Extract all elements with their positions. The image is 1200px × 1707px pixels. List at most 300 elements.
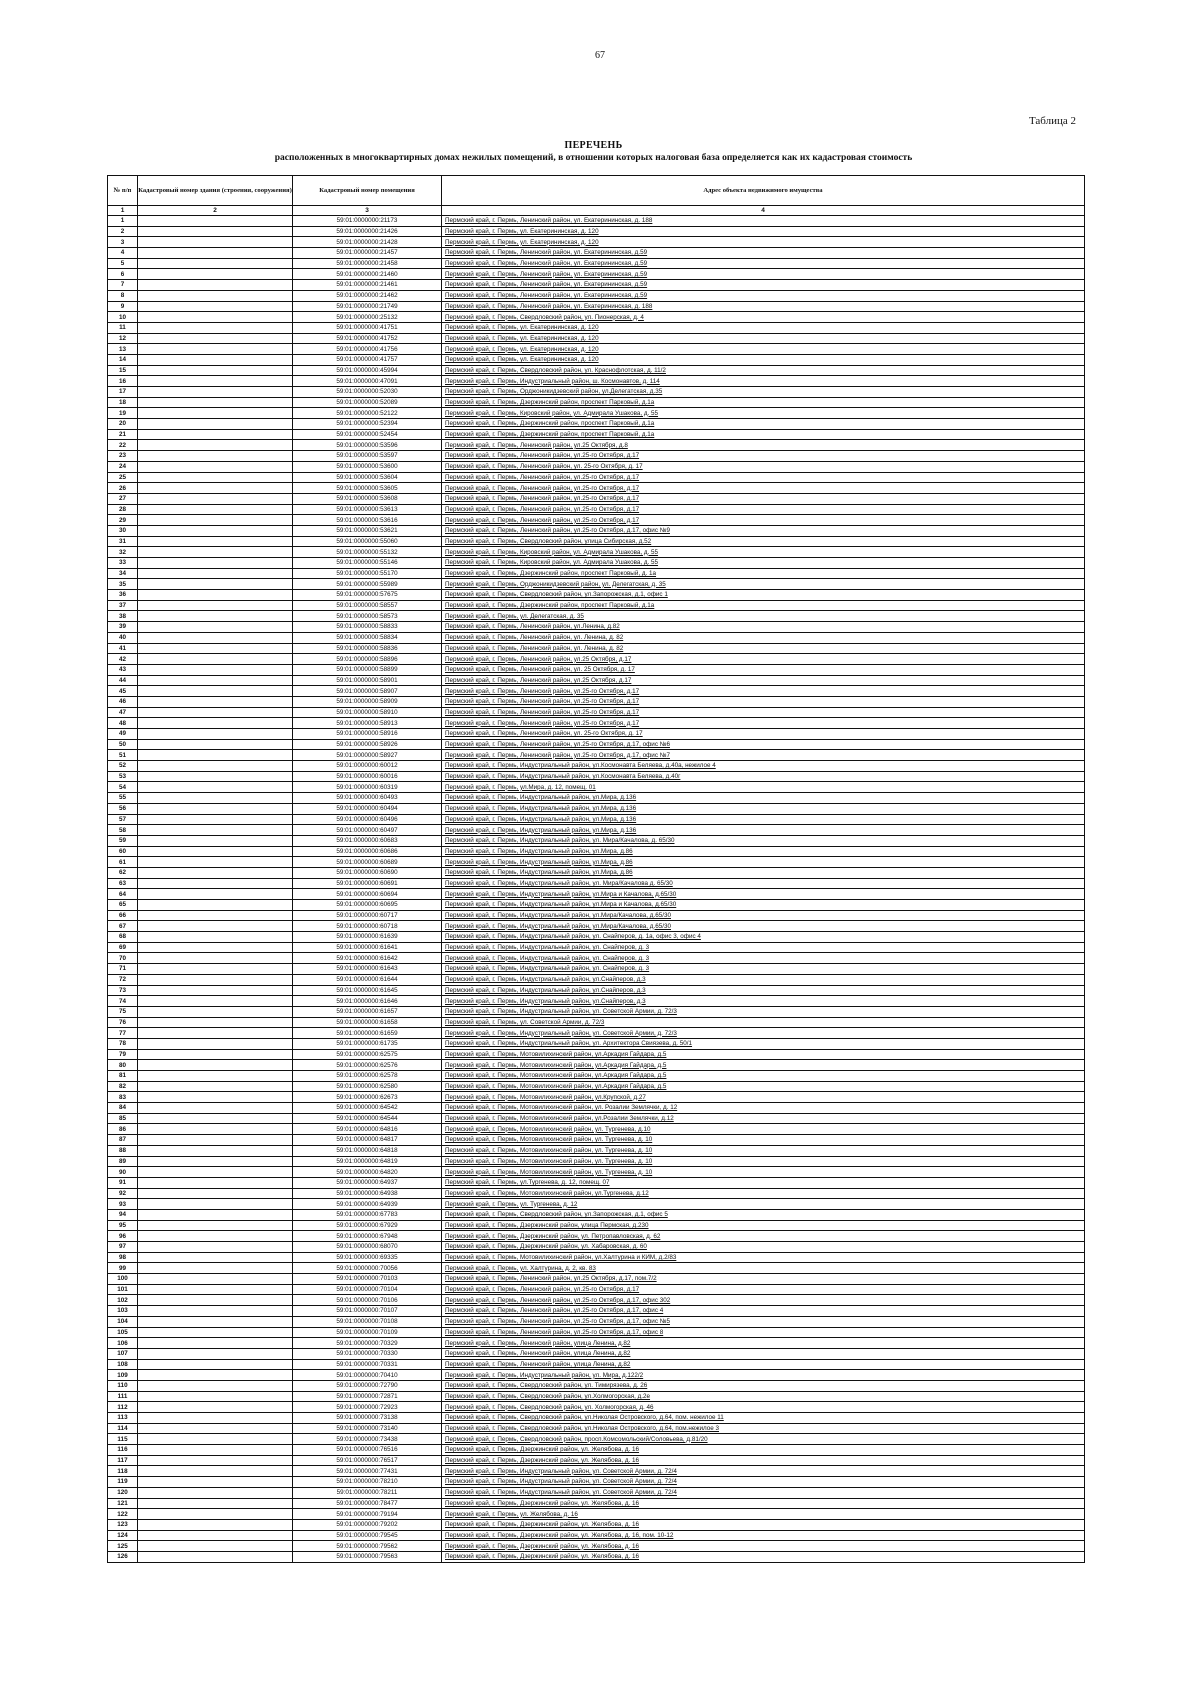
row-index-cell: 74 [108,996,138,1007]
building-cadastral-cell [138,611,293,622]
row-index-cell: 14 [108,354,138,365]
table-row [108,237,1085,248]
building-cadastral-cell [138,547,293,558]
row-index-cell: 62 [108,867,138,878]
address-cell: Пермский край, г. Пермь, Ленинский район, ул.25-го Октября, д.17 [442,483,1085,494]
col-number-2: 2 [138,206,293,216]
room-cadastral-cell: 59:01:0000000:61643 [293,964,442,975]
table-row [108,354,1085,365]
room-cadastral-cell: 59:01:0000000:73438 [293,1434,442,1445]
row-index-cell: 19 [108,408,138,419]
table-row [108,1327,1085,1338]
table-row [108,1220,1085,1231]
address-cell: Пермский край, г. Пермь, Ленинский район, ул.Ленина, д.82 [442,622,1085,633]
room-cadastral-cell: 59:01:0000000:60695 [293,900,442,911]
table-row [108,1124,1085,1135]
building-cadastral-cell [138,643,293,654]
row-index-cell: 120 [108,1487,138,1498]
building-cadastral-cell [138,1274,293,1285]
table-row [108,1274,1085,1285]
room-cadastral-cell: 59:01:0000000:70329 [293,1338,442,1349]
address-cell: Пермский край, г. Пермь, Ленинский район, ул.25-го Октября, д.17, офис 8 [442,1327,1085,1338]
building-cadastral-cell [138,996,293,1007]
room-cadastral-cell: 59:01:0000000:60690 [293,867,442,878]
address-cell: Пермский край, г. Пермь, ул. Екатерининская, д. 120 [442,322,1085,333]
building-cadastral-cell [138,590,293,601]
address-cell: Пермский край, г. Пермь, Индустриальный район, ул.Мира, д.136 [442,825,1085,836]
building-cadastral-cell [138,739,293,750]
address-cell: Пермский край, г. Пермь, Свердловский район, ул.Холмогорская, д.2е [442,1391,1085,1402]
row-index-cell: 64 [108,889,138,900]
address-cell: Пермский край, г. Пермь, Индустриальный район, ул.Космонавта Беляева, д.40а, нежилое 4 [442,761,1085,772]
table-row [108,568,1085,579]
table-row [108,1156,1085,1167]
table-row [108,750,1085,761]
address-cell: Пермский край, г. Пермь, Дзержинский район, проспект Парковый, д.1а [442,600,1085,611]
address-cell: Пермский край, г. Пермь, Индустриальный район, ул. Архитектора Свиязева, д. 50/1 [442,1038,1085,1049]
room-cadastral-cell: 59:01:0000000:58909 [293,696,442,707]
table-row [108,889,1085,900]
building-cadastral-cell [138,472,293,483]
table-row [108,1519,1085,1530]
table-row [108,739,1085,750]
table-row [108,1477,1085,1488]
building-cadastral-cell [138,461,293,472]
row-index-cell: 45 [108,686,138,697]
table-row [108,312,1085,323]
room-cadastral-cell: 59:01:0000000:78477 [293,1498,442,1509]
table-caption: Таблица 2 [1028,115,1076,127]
address-cell: Пермский край, г. Пермь, ул. Екатерининская, д. 120 [442,237,1085,248]
room-cadastral-cell: 59:01:0000000:41752 [293,333,442,344]
room-cadastral-cell: 59:01:0000000:52030 [293,387,442,398]
building-cadastral-cell [138,1423,293,1434]
table-row [108,590,1085,601]
room-cadastral-cell: 59:01:0000000:41751 [293,322,442,333]
table-row [108,1391,1085,1402]
room-cadastral-cell: 59:01:0000000:47091 [293,376,442,387]
building-cadastral-cell [138,1199,293,1210]
room-cadastral-cell: 59:01:0000000:72790 [293,1380,442,1391]
address-cell: Пермский край, г. Пермь, Ленинский район, ул.25-го Октября, д.17 [442,718,1085,729]
building-cadastral-cell [138,942,293,953]
table-row [108,1263,1085,1274]
address-cell: Пермский край, г. Пермь, Дзержинский район, ул. Хабаровская, д. 60 [442,1242,1085,1253]
address-cell: Пермский край, г. Пермь, Мотовилихинский район, ул.Аркадия Гайдара, д.5 [442,1071,1085,1082]
address-cell: Пермский край, г. Пермь, Ленинский район, ул.25 Октября, д.17 [442,675,1085,686]
row-index-cell: 71 [108,964,138,975]
row-index-cell: 48 [108,718,138,729]
room-cadastral-cell: 59:01:0000000:64817 [293,1135,442,1146]
room-cadastral-cell: 59:01:0000000:61735 [293,1038,442,1049]
building-cadastral-cell [138,1391,293,1402]
table-row [108,857,1085,868]
row-index-cell: 51 [108,750,138,761]
row-index-cell: 1 [108,216,138,227]
room-cadastral-cell: 59:01:0000000:64938 [293,1188,442,1199]
row-index-cell: 73 [108,985,138,996]
address-cell: Пермский край, г. Пермь, Мотовилихинский район, ул.Розалии Землячки, д.12 [442,1113,1085,1124]
room-cadastral-cell: 59:01:0000000:60717 [293,910,442,921]
row-index-cell: 89 [108,1156,138,1167]
table-row [108,1006,1085,1017]
table-row [108,771,1085,782]
table-row [108,1370,1085,1381]
address-cell: Пермский край, г. Пермь, Ленинский район, ул. Екатерининская, д. 188 [442,301,1085,312]
row-index-cell: 3 [108,237,138,248]
table-row [108,1231,1085,1242]
row-index-cell: 122 [108,1509,138,1520]
row-index-cell: 27 [108,493,138,504]
room-cadastral-cell: 59:01:0000000:53613 [293,504,442,515]
building-cadastral-cell [138,1071,293,1082]
row-index-cell: 88 [108,1145,138,1156]
room-cadastral-cell: 59:01:0000000:64818 [293,1145,442,1156]
table-row [108,290,1085,301]
room-cadastral-cell: 59:01:0000000:62576 [293,1060,442,1071]
row-index-cell: 98 [108,1252,138,1263]
room-cadastral-cell: 59:01:0000000:70109 [293,1327,442,1338]
address-cell: Пермский край, г. Пермь, Индустриальный район, ул.Мира/Качалова, д.65/30 [442,910,1085,921]
row-index-cell: 52 [108,761,138,772]
address-cell: Пермский край, г. Пермь, Дзержинский район, ул. Желябова, д. 16 [442,1519,1085,1530]
room-cadastral-cell: 59:01:0000000:53597 [293,451,442,462]
building-cadastral-cell [138,1263,293,1274]
row-index-cell: 60 [108,846,138,857]
address-cell: Пермский край, г. Пермь, ул. Делегатская, д. 35 [442,611,1085,622]
row-index-cell: 106 [108,1338,138,1349]
table-row [108,632,1085,643]
building-cadastral-cell [138,1220,293,1231]
building-cadastral-cell [138,718,293,729]
room-cadastral-cell: 59:01:0000000:21428 [293,237,442,248]
address-cell: Пермский край, г. Пермь, Свердловский район, ул. Пионерская, д. 4 [442,312,1085,323]
building-cadastral-cell [138,1466,293,1477]
table-row [108,1145,1085,1156]
address-cell: Пермский край, г. Пермь, Ленинский район, улица Ленина, д.82 [442,1338,1085,1349]
table-row [108,1177,1085,1188]
row-index-cell: 39 [108,622,138,633]
address-cell: Пермский край, г. Пермь, Мотовилихинский район, ул.Аркадия Гайдара, д.5 [442,1081,1085,1092]
table-row [108,1199,1085,1210]
table-row [108,472,1085,483]
building-cadastral-cell [138,248,293,259]
table-row [108,1498,1085,1509]
row-index-cell: 113 [108,1413,138,1424]
room-cadastral-cell: 59:01:0000000:62580 [293,1081,442,1092]
building-cadastral-cell [138,761,293,772]
table-row [108,910,1085,921]
address-cell: Пермский край, г. Пермь, Ленинский район, ул. Екатерининская, д.59 [442,290,1085,301]
room-cadastral-cell: 59:01:0000000:58916 [293,729,442,740]
document-title: ПЕРЕЧЕНЬ [564,140,623,151]
col-header-address: Адрес объекта недвижимого имущества [442,176,1085,206]
address-cell: Пермский край, г. Пермь, Ленинский район, ул. Екатерининская, д.59 [442,280,1085,291]
room-cadastral-cell: 59:01:0000000:61641 [293,942,442,953]
table-row [108,1028,1085,1039]
building-cadastral-cell [138,1135,293,1146]
row-index-cell: 105 [108,1327,138,1338]
row-index-cell: 33 [108,558,138,569]
row-index-cell: 43 [108,664,138,675]
room-cadastral-cell: 59:01:0000000:60689 [293,857,442,868]
row-index-cell: 47 [108,707,138,718]
room-cadastral-cell: 59:01:0000000:70104 [293,1284,442,1295]
row-index-cell: 50 [108,739,138,750]
building-cadastral-cell [138,1541,293,1552]
row-index-cell: 26 [108,483,138,494]
room-cadastral-cell: 59:01:0000000:60683 [293,835,442,846]
room-cadastral-cell: 59:01:0000000:53600 [293,461,442,472]
room-cadastral-cell: 59:01:0000000:21426 [293,226,442,237]
table-row [108,729,1085,740]
row-index-cell: 85 [108,1113,138,1124]
row-index-cell: 110 [108,1380,138,1391]
address-cell: Пермский край, г. Пермь, Мотовилихинский район, ул.Крупской, д.27 [442,1092,1085,1103]
table-row [108,1049,1085,1060]
table-row [108,953,1085,964]
table-row [108,867,1085,878]
building-cadastral-cell [138,793,293,804]
row-index-cell: 24 [108,461,138,472]
room-cadastral-cell: 59:01:0000000:60494 [293,803,442,814]
address-cell: Пермский край, г. Пермь, Дзержинский район, ул. Петропавловская, д. 62 [442,1231,1085,1242]
building-cadastral-cell [138,333,293,344]
address-cell: Пермский край, г. Пермь, Дзержинский район, проспект Парковый, д.1а [442,419,1085,430]
table-row [108,1551,1085,1562]
row-index-cell: 55 [108,793,138,804]
room-cadastral-cell: 59:01:0000000:61658 [293,1017,442,1028]
address-cell: Пермский край, г. Пермь, Кировский район, ул. Адмирала Ушакова, д. 55 [442,408,1085,419]
table-row [108,226,1085,237]
table-row [108,376,1085,387]
building-cadastral-cell [138,1498,293,1509]
row-index-cell: 44 [108,675,138,686]
table-row [108,1092,1085,1103]
room-cadastral-cell: 59:01:0000000:68070 [293,1242,442,1253]
row-index-cell: 57 [108,814,138,825]
building-cadastral-cell [138,1519,293,1530]
row-index-cell: 56 [108,803,138,814]
table-row [108,1316,1085,1327]
room-cadastral-cell: 59:01:0000000:77431 [293,1466,442,1477]
row-index-cell: 35 [108,579,138,590]
building-cadastral-cell [138,237,293,248]
row-index-cell: 126 [108,1551,138,1562]
row-index-cell: 65 [108,900,138,911]
document-subtitle: расположенных в многоквартирных домах нежилых помещений, в отношении которых налоговая база определяется как их кадастровая стоимость [274,153,913,163]
building-cadastral-cell [138,985,293,996]
address-cell: Пермский край, г. Пермь, Дзержинский район, ул. Желябова, д. 16 [442,1551,1085,1562]
room-cadastral-cell: 59:01:0000000:60493 [293,793,442,804]
table-row [108,547,1085,558]
building-cadastral-cell [138,1188,293,1199]
room-cadastral-cell: 59:01:0000000:58834 [293,632,442,643]
building-cadastral-cell [138,301,293,312]
building-cadastral-cell [138,397,293,408]
table-row [108,878,1085,889]
row-index-cell: 5 [108,258,138,269]
room-cadastral-cell: 59:01:0000000:53605 [293,483,442,494]
address-cell: Пермский край, г. Пермь, Индустриальный район, ул. Советской Армии, д. 72/4 [442,1466,1085,1477]
building-cadastral-cell [138,921,293,932]
building-cadastral-cell [138,974,293,985]
room-cadastral-cell: 59:01:0000000:64820 [293,1167,442,1178]
col-header-index: № п/п [108,176,138,206]
address-cell: Пермский край, г. Пермь, Ленинский район, ул. Ленина, д. 82 [442,632,1085,643]
room-cadastral-cell: 59:01:0000000:55170 [293,568,442,579]
building-cadastral-cell [138,483,293,494]
table-row [108,974,1085,985]
address-cell: Пермский край, г. Пермь, ул.Мира, д. 12, помещ. 01 [442,782,1085,793]
table-row [108,579,1085,590]
row-index-cell: 63 [108,878,138,889]
table-row [108,1487,1085,1498]
table-row [108,525,1085,536]
building-cadastral-cell [138,269,293,280]
room-cadastral-cell: 59:01:0000000:73138 [293,1413,442,1424]
building-cadastral-cell [138,964,293,975]
address-cell: Пермский край, г. Пермь, Ленинский район, ул.25-го Октября, д.17 [442,451,1085,462]
room-cadastral-cell: 59:01:0000000:79563 [293,1551,442,1562]
table-row [108,696,1085,707]
room-cadastral-cell: 59:01:0000000:64819 [293,1156,442,1167]
table-row [108,397,1085,408]
address-cell: Пермский край, г. Пермь, Свердловский район, ул. Краснофлотская, д. 11/2 [442,365,1085,376]
building-cadastral-cell [138,729,293,740]
building-cadastral-cell [138,696,293,707]
room-cadastral-cell: 59:01:0000000:70107 [293,1306,442,1317]
row-index-cell: 92 [108,1188,138,1199]
room-cadastral-cell: 59:01:0000000:60012 [293,761,442,772]
room-cadastral-cell: 59:01:0000000:67929 [293,1220,442,1231]
table-row [108,900,1085,911]
row-index-cell: 94 [108,1209,138,1220]
table-row [108,1509,1085,1520]
table-row [108,664,1085,675]
row-index-cell: 17 [108,387,138,398]
row-index-cell: 61 [108,857,138,868]
table-row [108,558,1085,569]
building-cadastral-cell [138,686,293,697]
table-row [108,483,1085,494]
row-index-cell: 76 [108,1017,138,1028]
table-row [108,1455,1085,1466]
row-index-cell: 83 [108,1092,138,1103]
table-row [108,1209,1085,1220]
address-cell: Пермский край, г. Пермь, Ленинский район, ул.25-го Октября, д.17, офис №6 [442,739,1085,750]
room-cadastral-cell: 59:01:0000000:70056 [293,1263,442,1274]
address-cell: Пермский край, г. Пермь, Индустриальный район, ул. Мира/Качалова д. 65/30 [442,878,1085,889]
address-cell: Пермский край, г. Пермь, ул. Желябова, д. 16 [442,1509,1085,1520]
row-index-cell: 2 [108,226,138,237]
row-index-cell: 81 [108,1071,138,1082]
row-index-cell: 84 [108,1103,138,1114]
row-index-cell: 18 [108,397,138,408]
table-row [108,942,1085,953]
table-row [108,1060,1085,1071]
building-cadastral-cell [138,889,293,900]
building-cadastral-cell [138,622,293,633]
building-cadastral-cell [138,226,293,237]
building-cadastral-cell [138,675,293,686]
table-row [108,429,1085,440]
address-cell: Пермский край, г. Пермь, Индустриальный район, ул. Снайперов, д. 1а, офис 3, офис 4 [442,932,1085,943]
room-cadastral-cell: 59:01:0000000:62578 [293,1071,442,1082]
row-index-cell: 25 [108,472,138,483]
col-number-4: 4 [442,206,1085,216]
address-cell: Пермский край, г. Пермь, Свердловский район, ул.Николая Островского, д.64, пом.нежилое 3 [442,1423,1085,1434]
table-row [108,622,1085,633]
building-cadastral-cell [138,1413,293,1424]
address-cell: Пермский край, г. Пермь, Орджоникидзевский район, ул. Делегатская, д. 35 [442,579,1085,590]
row-index-cell: 53 [108,771,138,782]
building-cadastral-cell [138,900,293,911]
room-cadastral-cell: 59:01:0000000:61646 [293,996,442,1007]
table-row [108,408,1085,419]
room-cadastral-cell: 59:01:0000000:70330 [293,1348,442,1359]
room-cadastral-cell: 59:01:0000000:60497 [293,825,442,836]
row-index-cell: 12 [108,333,138,344]
address-cell: Пермский край, г. Пермь, Ленинский район, ул. Екатерининская, д.59 [442,248,1085,259]
address-cell: Пермский край, г. Пермь, Ленинский район, ул. 25-го Октября, д. 17 [442,461,1085,472]
table-row [108,269,1085,280]
row-index-cell: 32 [108,547,138,558]
property-registry-table [107,175,1085,1563]
room-cadastral-cell: 59:01:0000000:70108 [293,1316,442,1327]
room-cadastral-cell: 59:01:0000000:58913 [293,718,442,729]
room-cadastral-cell: 59:01:0000000:79545 [293,1530,442,1541]
table-row [108,996,1085,1007]
building-cadastral-cell [138,419,293,430]
room-cadastral-cell: 59:01:0000000:70410 [293,1370,442,1381]
building-cadastral-cell [138,1348,293,1359]
address-cell: Пермский край, г. Пермь, Индустриальный район, ул.Космонавта Беляева, д.40г [442,771,1085,782]
address-cell: Пермский край, г. Пермь, Дзержинский район, ул. Желябова, д. 16 [442,1541,1085,1552]
address-cell: Пермский край, г. Пермь, Индустриальный район, ул. Советской Армии, д. 72/4 [442,1487,1085,1498]
address-cell: Пермский край, г. Пермь, Дзержинский район, проспект Парковый, д.1а [442,397,1085,408]
table-row [108,921,1085,932]
address-cell: Пермский край, г. Пермь, ул. Екатерининская, д. 120 [442,333,1085,344]
room-cadastral-cell: 59:01:0000000:55132 [293,547,442,558]
room-cadastral-cell: 59:01:0000000:58901 [293,675,442,686]
table-row [108,451,1085,462]
address-cell: Пермский край, г. Пермь, ул. Советской Армии, д. 72/3 [442,1017,1085,1028]
building-cadastral-cell [138,1284,293,1295]
row-index-cell: 77 [108,1028,138,1039]
table-body [108,216,1085,1563]
table-row [108,793,1085,804]
row-index-cell: 31 [108,536,138,547]
table-row [108,1380,1085,1391]
building-cadastral-cell [138,1060,293,1071]
building-cadastral-cell [138,1028,293,1039]
table-row [108,1017,1085,1028]
table-row [108,1306,1085,1317]
address-cell: Пермский край, г. Пермь, Индустриальный район, ул.Мира, д.136 [442,793,1085,804]
building-cadastral-cell [138,1177,293,1188]
room-cadastral-cell: 59:01:0000000:70331 [293,1359,442,1370]
address-cell: Пермский край, г. Пермь, Индустриальный район, ул.Снайперов, д.3 [442,985,1085,996]
address-cell: Пермский край, г. Пермь, Индустриальный район, ул.Мира/Качалова, д.65/30 [442,921,1085,932]
table-row [108,365,1085,376]
col-number-3: 3 [293,206,442,216]
building-cadastral-cell [138,1509,293,1520]
row-index-cell: 115 [108,1434,138,1445]
address-cell: Пермский край, г. Пермь, Дзержинский район, проспект Парковый, д.1а [442,429,1085,440]
building-cadastral-cell [138,568,293,579]
page-number: 67 [595,50,605,61]
